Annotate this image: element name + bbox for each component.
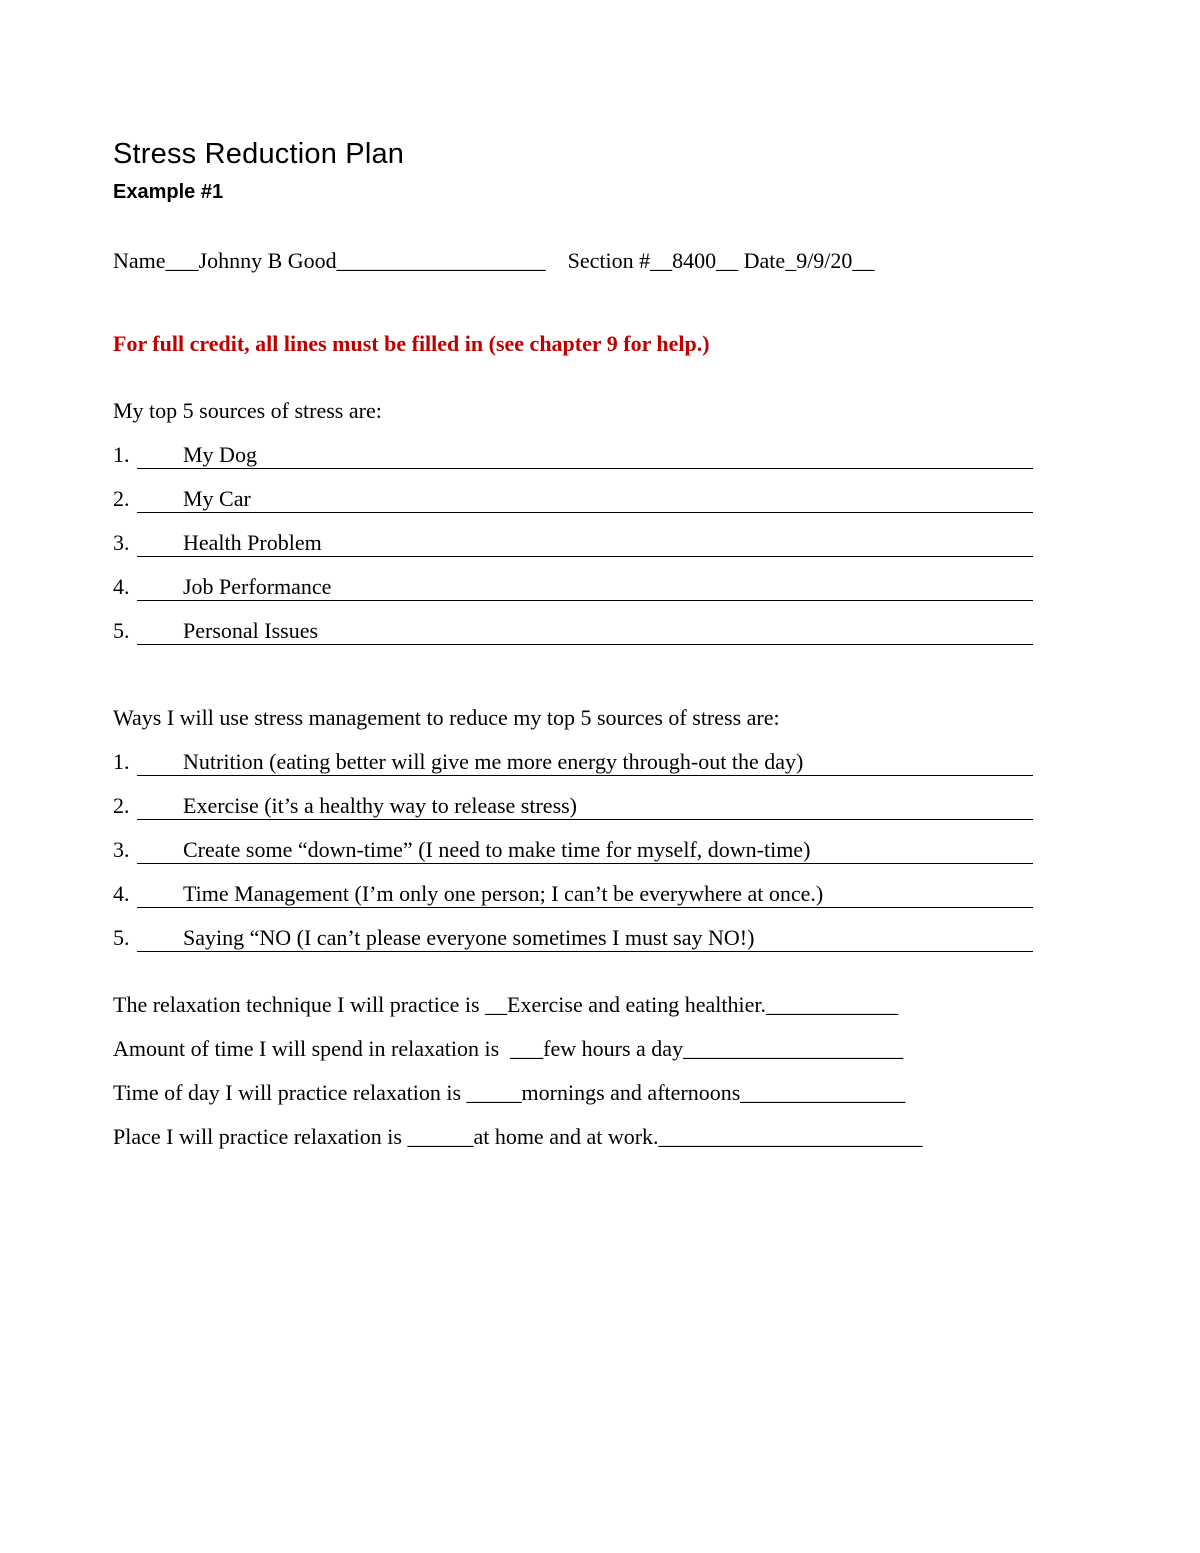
way-item-rule	[137, 775, 1033, 776]
source-item-number: 2.	[113, 486, 130, 511]
date-field[interactable]: _9/9/20__	[785, 248, 875, 273]
way-item-rule	[137, 819, 1033, 820]
place-field[interactable]: ______at home and at work.________________________	[407, 1124, 923, 1149]
name-field[interactable]: ___Johnny B Good___________________	[165, 248, 546, 273]
source-item-number: 4.	[113, 574, 130, 599]
page-subtitle: Example #1	[113, 181, 224, 203]
way-item	[113, 749, 1033, 779]
name-label: Name	[113, 248, 166, 273]
way-item-number: 1.	[113, 749, 130, 774]
source-item-number: 5.	[113, 618, 130, 643]
way-item-field[interactable]: Saying “NO (I can’t please everyone sometimes I must say NO!)	[183, 925, 755, 950]
place-label: Place I will practice relaxation is	[113, 1124, 408, 1149]
technique-field[interactable]: __Exercise and eating healthier.____________	[485, 992, 899, 1017]
source-item-rule	[137, 556, 1033, 557]
technique-row	[113, 992, 898, 1018]
source-item	[113, 486, 1033, 516]
source-item-field[interactable]: My Car	[183, 486, 251, 511]
source-item-rule	[137, 512, 1033, 513]
time-row	[113, 1080, 905, 1106]
source-item-field[interactable]: Health Problem	[183, 530, 322, 555]
section-field[interactable]: __8400__	[650, 248, 739, 273]
way-item-number: 5.	[113, 925, 130, 950]
source-item	[113, 442, 1033, 472]
amount-label: Amount of time I will spend in relaxation is	[113, 1036, 511, 1061]
source-item-rule	[137, 600, 1033, 601]
source-item	[113, 618, 1033, 648]
date-label: Date	[743, 248, 786, 273]
section-label: Section #	[567, 248, 651, 273]
place-row	[113, 1124, 923, 1150]
amount-row	[113, 1036, 903, 1062]
ways-prompt: Ways I will use stress management to reduce my top 5 sources of stress are:	[113, 705, 780, 730]
way-item-rule	[137, 951, 1033, 952]
time-label: Time of day I will practice relaxation is	[113, 1080, 467, 1105]
way-item-rule	[137, 907, 1033, 908]
sources-prompt: My top 5 sources of stress are:	[113, 398, 382, 423]
source-item-rule	[137, 644, 1033, 645]
way-item-number: 3.	[113, 837, 130, 862]
way-item-rule	[137, 863, 1033, 864]
way-item	[113, 925, 1033, 955]
source-item-number: 3.	[113, 530, 130, 555]
way-item-field[interactable]: Time Management (I’m only one person; I can’t be everywhere at once.)	[183, 881, 824, 906]
source-item	[113, 574, 1033, 604]
header-row	[113, 248, 874, 274]
way-item	[113, 837, 1033, 867]
way-item-field[interactable]: Create some “down-time” (I need to make time for myself, down-time)	[183, 837, 811, 862]
technique-label: The relaxation technique I will practice is	[113, 992, 486, 1017]
way-item-field[interactable]: Exercise (it’s a healthy way to release stress)	[183, 793, 578, 818]
source-item-field[interactable]: My Dog	[183, 442, 257, 467]
way-item-field[interactable]: Nutrition (eating better will give me more energy through-out the day)	[183, 749, 804, 774]
credit-notice: For full credit, all lines must be filled in (see chapter 9 for help.)	[113, 331, 710, 356]
source-item-field[interactable]: Job Performance	[183, 574, 332, 599]
amount-field[interactable]: ___few hours a day____________________	[510, 1036, 904, 1061]
way-item	[113, 881, 1033, 911]
way-item-number: 2.	[113, 793, 130, 818]
source-item-field[interactable]: Personal Issues	[183, 618, 319, 643]
source-item-number: 1.	[113, 442, 130, 467]
source-item	[113, 530, 1033, 560]
source-item-rule	[137, 468, 1033, 469]
way-item-number: 4.	[113, 881, 130, 906]
page-title: Stress Reduction Plan	[113, 138, 405, 170]
time-field[interactable]: _____mornings and afternoons_______________	[466, 1080, 906, 1105]
way-item	[113, 793, 1033, 823]
